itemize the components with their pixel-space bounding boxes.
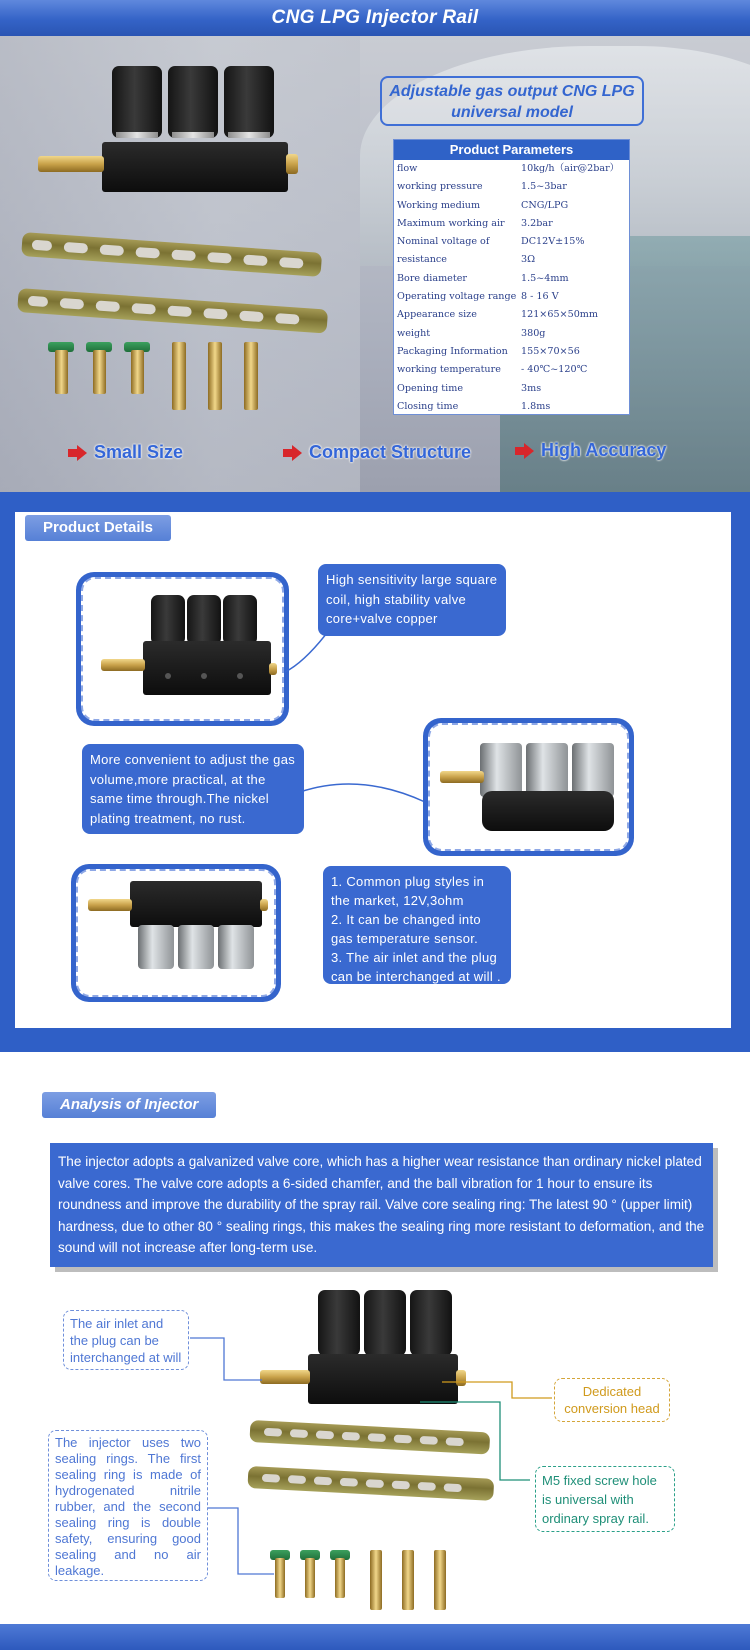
hero-tagline (380, 76, 644, 126)
parameter-row (394, 288, 629, 306)
parameter-value: 10kg/h（air@2bar） (521, 163, 620, 174)
coil-photo (76, 572, 289, 726)
note-sealing-rings: The injector uses two sealing rings. The first sealing ring is made of hydrogenated nitrile rubber, and the second sealing ring is double safety, ensuring good sealing and no air leakage. (48, 1430, 208, 1581)
tagline-line-2: universal model (451, 104, 573, 121)
parameter-value: 155×70×56 (521, 345, 580, 357)
callout-pointer (300, 772, 430, 812)
parameter-value: 3.2bar (521, 217, 553, 229)
parameter-key: Operating voltage range (397, 291, 517, 303)
nickel-rail-photo (423, 718, 634, 856)
tagline-line-1: Adjustable gas output CNG LPG (389, 83, 635, 100)
note-screw-hole: M5 fixed screw hole is universal with ordinary spray rail. (535, 1466, 675, 1532)
parameter-row (394, 361, 629, 379)
parameter-row (394, 306, 629, 324)
parameter-value: 1.8ms (521, 400, 551, 412)
parameter-value: 3ms (521, 382, 542, 394)
parameter-key: Appearance size (397, 309, 477, 321)
parameter-value: 380g (521, 327, 546, 339)
arrow-right-icon (283, 445, 303, 461)
parameter-value: - 40℃~120℃ (521, 364, 588, 376)
feature-small-size (68, 442, 183, 463)
parameter-row (394, 251, 629, 269)
parameter-value: DC12V±15% (521, 236, 585, 248)
arrow-right-icon (515, 443, 535, 459)
plug-note-1: 1. Common plug styles in the market, 12V,3ohm (331, 874, 485, 908)
product-parameters-table (393, 139, 630, 415)
parameter-row (394, 215, 629, 233)
parameter-row (394, 197, 629, 215)
callout-coil: High sensitivity large square coil, high stability valve core+valve copper (318, 564, 506, 636)
feature-label: Compact Structure (309, 442, 472, 462)
parameter-row (394, 380, 629, 398)
plug-note-3: 3. The air inlet and the plug can be interchanged at will . (331, 950, 501, 984)
parameter-key: resistance (397, 254, 447, 266)
note-air-inlet: The air inlet and the plug can be interchanged at will (63, 1310, 189, 1370)
parameter-key: Bore diameter (397, 272, 467, 284)
feature-high-accuracy (515, 440, 666, 461)
parameter-key: working temperature (397, 364, 501, 376)
parameter-row (394, 178, 629, 196)
parameter-value: 121×65×50mm (521, 309, 598, 321)
parameter-key: weight (397, 327, 431, 339)
parameter-key: Packaging Information (397, 345, 508, 357)
footer-bar (0, 1624, 750, 1650)
note-conversion-head: Dedicated conversion head (554, 1378, 670, 1422)
arrow-right-icon (68, 445, 88, 461)
product-details-tab: Product Details (25, 515, 171, 541)
page-title: CNG LPG Injector Rail (0, 0, 750, 36)
parameter-key: Working medium (397, 199, 481, 211)
parameter-row (394, 325, 629, 343)
parameter-key: Opening time (397, 382, 463, 394)
analysis-tab: Analysis of Injector (42, 1092, 216, 1118)
injector-rail-image (30, 66, 320, 256)
callout-plug-styles (323, 866, 511, 984)
product-details-panel (15, 512, 731, 1028)
parameter-row (394, 398, 629, 416)
nozzle-fittings (48, 342, 278, 412)
parameter-value: 3Ω (521, 254, 536, 266)
parameters-title: Product Parameters (394, 140, 629, 160)
feature-label: Small Size (94, 442, 184, 462)
plug-rail-photo (71, 864, 281, 1002)
callout-pointer (285, 627, 345, 677)
parameter-key: Nominal voltage of (397, 236, 490, 248)
parameter-key: Maximum working air (397, 217, 505, 229)
parameter-key: working pressure (397, 181, 483, 193)
feature-compact-structure (283, 442, 471, 463)
parameter-key: flow (397, 163, 418, 174)
parameter-value: 1.5~3bar (521, 181, 567, 193)
parameter-row (394, 270, 629, 288)
parameter-value: 8 - 16 V (521, 291, 559, 303)
parameter-key: Closing time (397, 400, 459, 412)
parameter-row (394, 160, 629, 178)
analysis-text: The injector adopts a galvanized valve core, which has a higher wear resistance than ordinary nickel plated valve cores. The valve core adopts a 6-sided chamfer, and the ball vibration for 1 hour to ensure its roundness and improve the durability of the spray rail. Valve core sealing ring: The latest 90 ° (upper limit) hardness, due to other 80 ° sealing rings, this makes the sealing ring more resistant to deformation, and the sound will not increase after long-term use. (50, 1143, 713, 1267)
parameter-value: CNG/LPG (521, 199, 569, 211)
parameter-row (394, 233, 629, 251)
plug-note-2: 2. It can be changed into gas temperature sensor. (331, 912, 481, 946)
product-details-section (0, 492, 750, 1052)
parameter-value: 1.5~4mm (521, 272, 569, 284)
callout-gas-volume: More convenient to adjust the gas volume,more practical, at the same time through.The nickel plating treatment, no rust. (82, 744, 304, 834)
parameter-row (394, 343, 629, 361)
feature-label: High Accuracy (541, 440, 667, 460)
hero-banner (0, 36, 750, 492)
